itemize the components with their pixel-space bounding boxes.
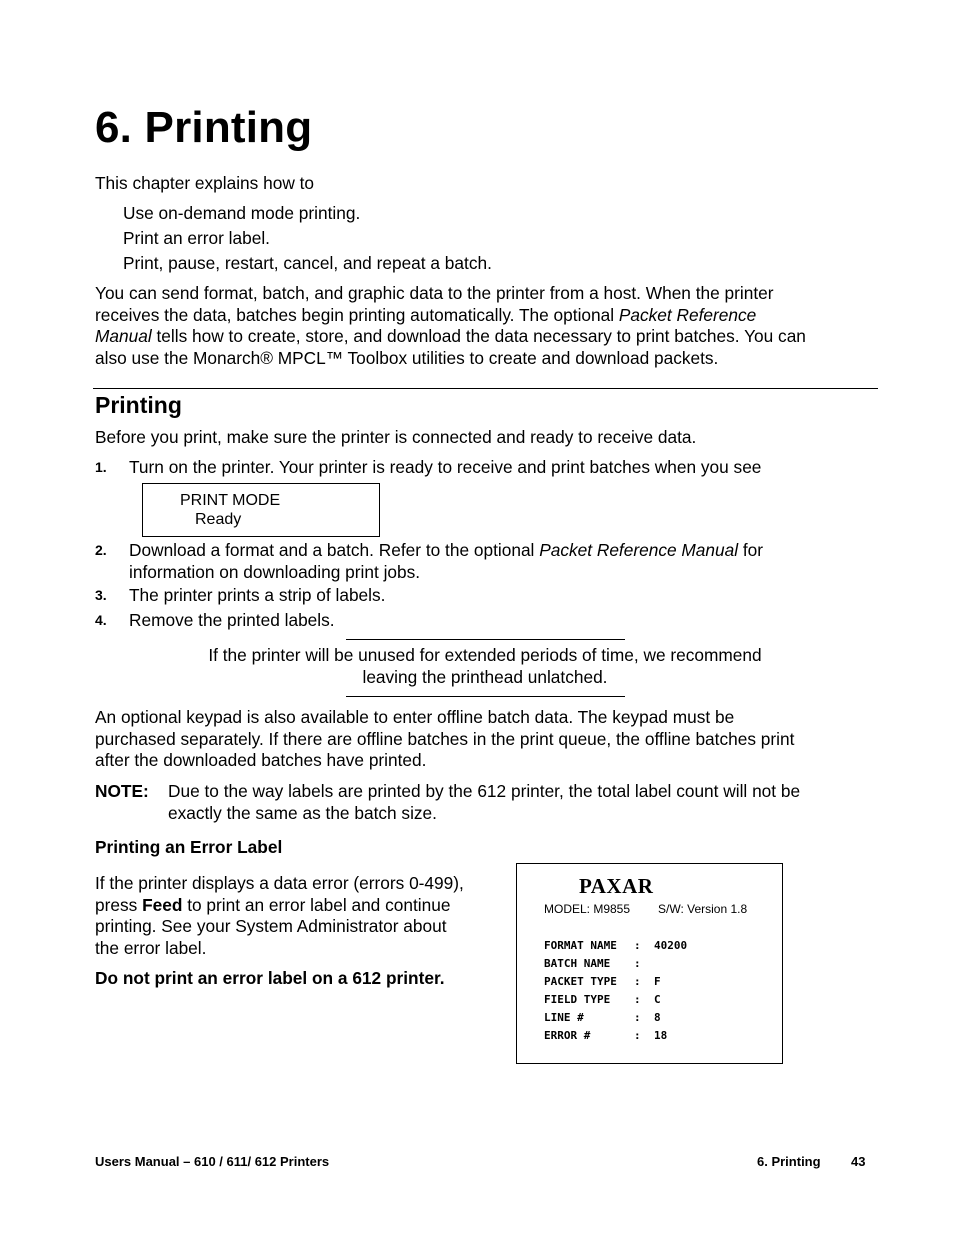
bullet-item: Print, pause, restart, cancel, and repeat a batch. <box>123 253 492 273</box>
bullet-item: Print an error label. <box>123 228 270 248</box>
error-label-sample <box>516 863 783 1064</box>
paragraph-line: receives the data, batches begin printing automatically. The optional Packet Reference <box>95 304 757 325</box>
paragraph-keypad: An optional keypad is also available to enter offline batch data. The keypad must be purchased separately. If there are offline batches in the print queue, the offline batches print after the downloaded batches have printed. <box>95 707 795 770</box>
step-number: 3. <box>95 587 107 603</box>
section-title: Printing <box>95 392 182 418</box>
brand-logo: PAXAR <box>579 874 654 898</box>
subsection-title: Printing an Error Label <box>95 837 283 857</box>
error-label-row: BATCH NAME : <box>544 957 641 970</box>
step-text: The printer prints a strip of labels. <box>129 585 386 605</box>
caution-rule-bottom <box>346 696 625 697</box>
error-label-paragraph: If the printer displays a data error (errors 0-499), press Feed to print an error label and continue printing. See your System Administrator about the error label. <box>95 873 464 958</box>
error-label-row: PACKET TYPE : F <box>544 975 661 988</box>
model-line: MODEL: M9855 S/W: Version 1.8 <box>544 902 748 916</box>
paragraph-line: also use the Monarch® MPCL™ Toolbox utilities to create and download packets. <box>95 347 719 368</box>
step-text: Turn on the printer. Your printer is ready to receive and print batches when you see <box>129 457 762 477</box>
caution-note: If the printer will be unused for extended periods of time, we recommend leaving the printhead unlatched. <box>208 645 762 687</box>
step-number: 4. <box>95 612 107 628</box>
step-text: Download a format and a batch. Refer to the optional Packet Reference Manual for information on downloading print jobs. <box>129 540 764 582</box>
printer-display <box>142 483 380 537</box>
footer-manual-title: Users Manual – 610 / 611/ 612 Printers <box>95 1154 330 1169</box>
error-warning: Do not print an error label on a 612 printer. <box>95 968 445 988</box>
note-text: Due to the way labels are printed by the 612 printer, the total label count will not be exactly the same as the batch size. <box>168 781 801 823</box>
caution-rule-top <box>346 639 625 640</box>
step-number: 2. <box>95 542 107 558</box>
error-label-row: FIELD TYPE : C <box>544 993 661 1006</box>
error-label-row: FORMAT NAME : 40200 <box>544 939 688 952</box>
chapter-title: 6. Printing <box>95 103 313 152</box>
note-label: NOTE: <box>95 781 149 801</box>
section-divider <box>93 388 878 389</box>
section-intro: Before you print, make sure the printer is connected and ready to receive data. <box>95 427 697 447</box>
error-label-row: ERROR # : 18 <box>544 1029 668 1042</box>
display-line-status: Ready <box>195 511 242 528</box>
footer-page-number: 43 <box>851 1154 866 1169</box>
intro-text: This chapter explains how to <box>95 173 315 193</box>
bullet-item: Use on-demand mode printing. <box>123 203 361 223</box>
step-number: 1. <box>95 459 107 475</box>
paragraph-line: You can send format, batch, and graphic data to the printer from a host. When the printer <box>95 283 774 303</box>
error-label-row: LINE # : 8 <box>544 1011 661 1024</box>
paragraph-host-data <box>95 283 885 369</box>
step-text: Remove the printed labels. <box>129 610 335 630</box>
paragraph-line: Manual tells how to create, store, and download the data necessary to print batches. You can <box>95 326 806 346</box>
footer-section: 6. Printing <box>757 1154 821 1169</box>
display-line-mode: PRINT MODE <box>180 492 281 509</box>
